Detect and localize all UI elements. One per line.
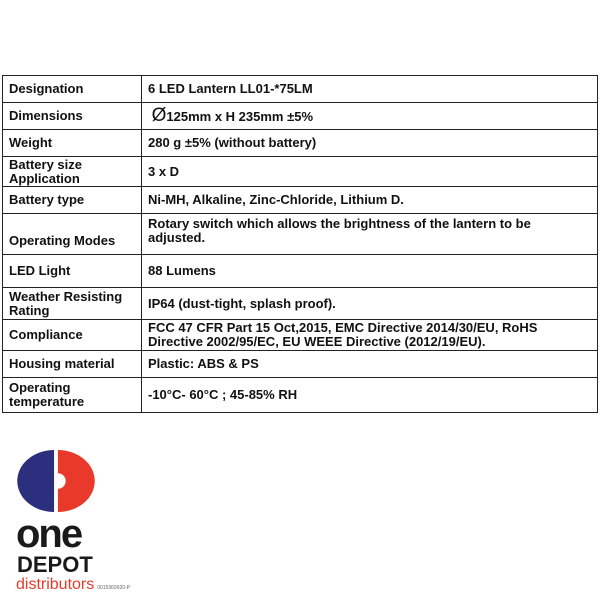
table-row xyxy=(3,157,598,187)
spec-value: Plastic: ABS & PS xyxy=(142,351,598,378)
spec-value: Rotary switch which allows the brightness of the lantern to be adjusted. xyxy=(142,214,598,255)
logo-one: one xyxy=(16,512,82,556)
spec-value: 3 x D xyxy=(142,157,598,187)
logo-code: 0015369920-P xyxy=(97,585,131,591)
spec-label: Weather Resisting Rating xyxy=(3,288,142,320)
spec-value: Ni-MH, Alkaline, Zinc-Chloride, Lithium D. xyxy=(142,187,598,214)
logo-distributors-line xyxy=(16,576,130,594)
spec-value: 6 LED Lantern LL01-*75LM xyxy=(142,76,598,103)
spec-label: Weight xyxy=(3,130,142,157)
table-row xyxy=(3,130,598,157)
table-row xyxy=(3,103,598,130)
spec-label: Dimensions xyxy=(3,103,142,130)
spec-label: Operating Modes xyxy=(3,214,142,255)
spec-value: 88 Lumens xyxy=(142,255,598,288)
spec-value: IP64 (dust-tight, splash proof). xyxy=(142,288,598,320)
table-row xyxy=(3,320,598,351)
spec-value: -10°C- 60°C ; 45-85% RH xyxy=(142,378,598,413)
logo-text xyxy=(16,514,130,594)
table-row xyxy=(3,378,598,413)
table-row xyxy=(3,214,598,255)
spec-label: Compliance xyxy=(3,320,142,351)
spec-value: FCC 47 CFR Part 15 Oct,2015, EMC Directive 2014/30/EU, RoHS Directive 2002/95/EC, EU WEEE Directive (2012/19/EU). xyxy=(142,320,598,351)
logo-depot: DEPOT xyxy=(17,552,93,577)
table-row xyxy=(3,288,598,320)
spec-value: 280 g ±5% (without battery) xyxy=(142,130,598,157)
spec-value-text: 125mm x H 235mm ±5% xyxy=(166,108,314,124)
one-depot-logo-icon xyxy=(16,450,96,512)
spec-label: Operating temperature xyxy=(3,378,142,413)
table-row xyxy=(3,255,598,288)
spec-value xyxy=(142,103,598,130)
table-row xyxy=(3,187,598,214)
table-row xyxy=(3,76,598,103)
logo-distributors: distributors xyxy=(16,576,95,593)
spec-label: Battery type xyxy=(3,187,142,214)
spec-label: Designation xyxy=(3,76,142,103)
diameter-symbol: Ø xyxy=(151,104,167,126)
spec-label: Battery size Application xyxy=(3,157,142,187)
spec-label: Housing material xyxy=(3,351,142,378)
spec-table xyxy=(2,75,598,413)
spec-label: LED Light xyxy=(3,255,142,288)
table-row xyxy=(3,351,598,378)
